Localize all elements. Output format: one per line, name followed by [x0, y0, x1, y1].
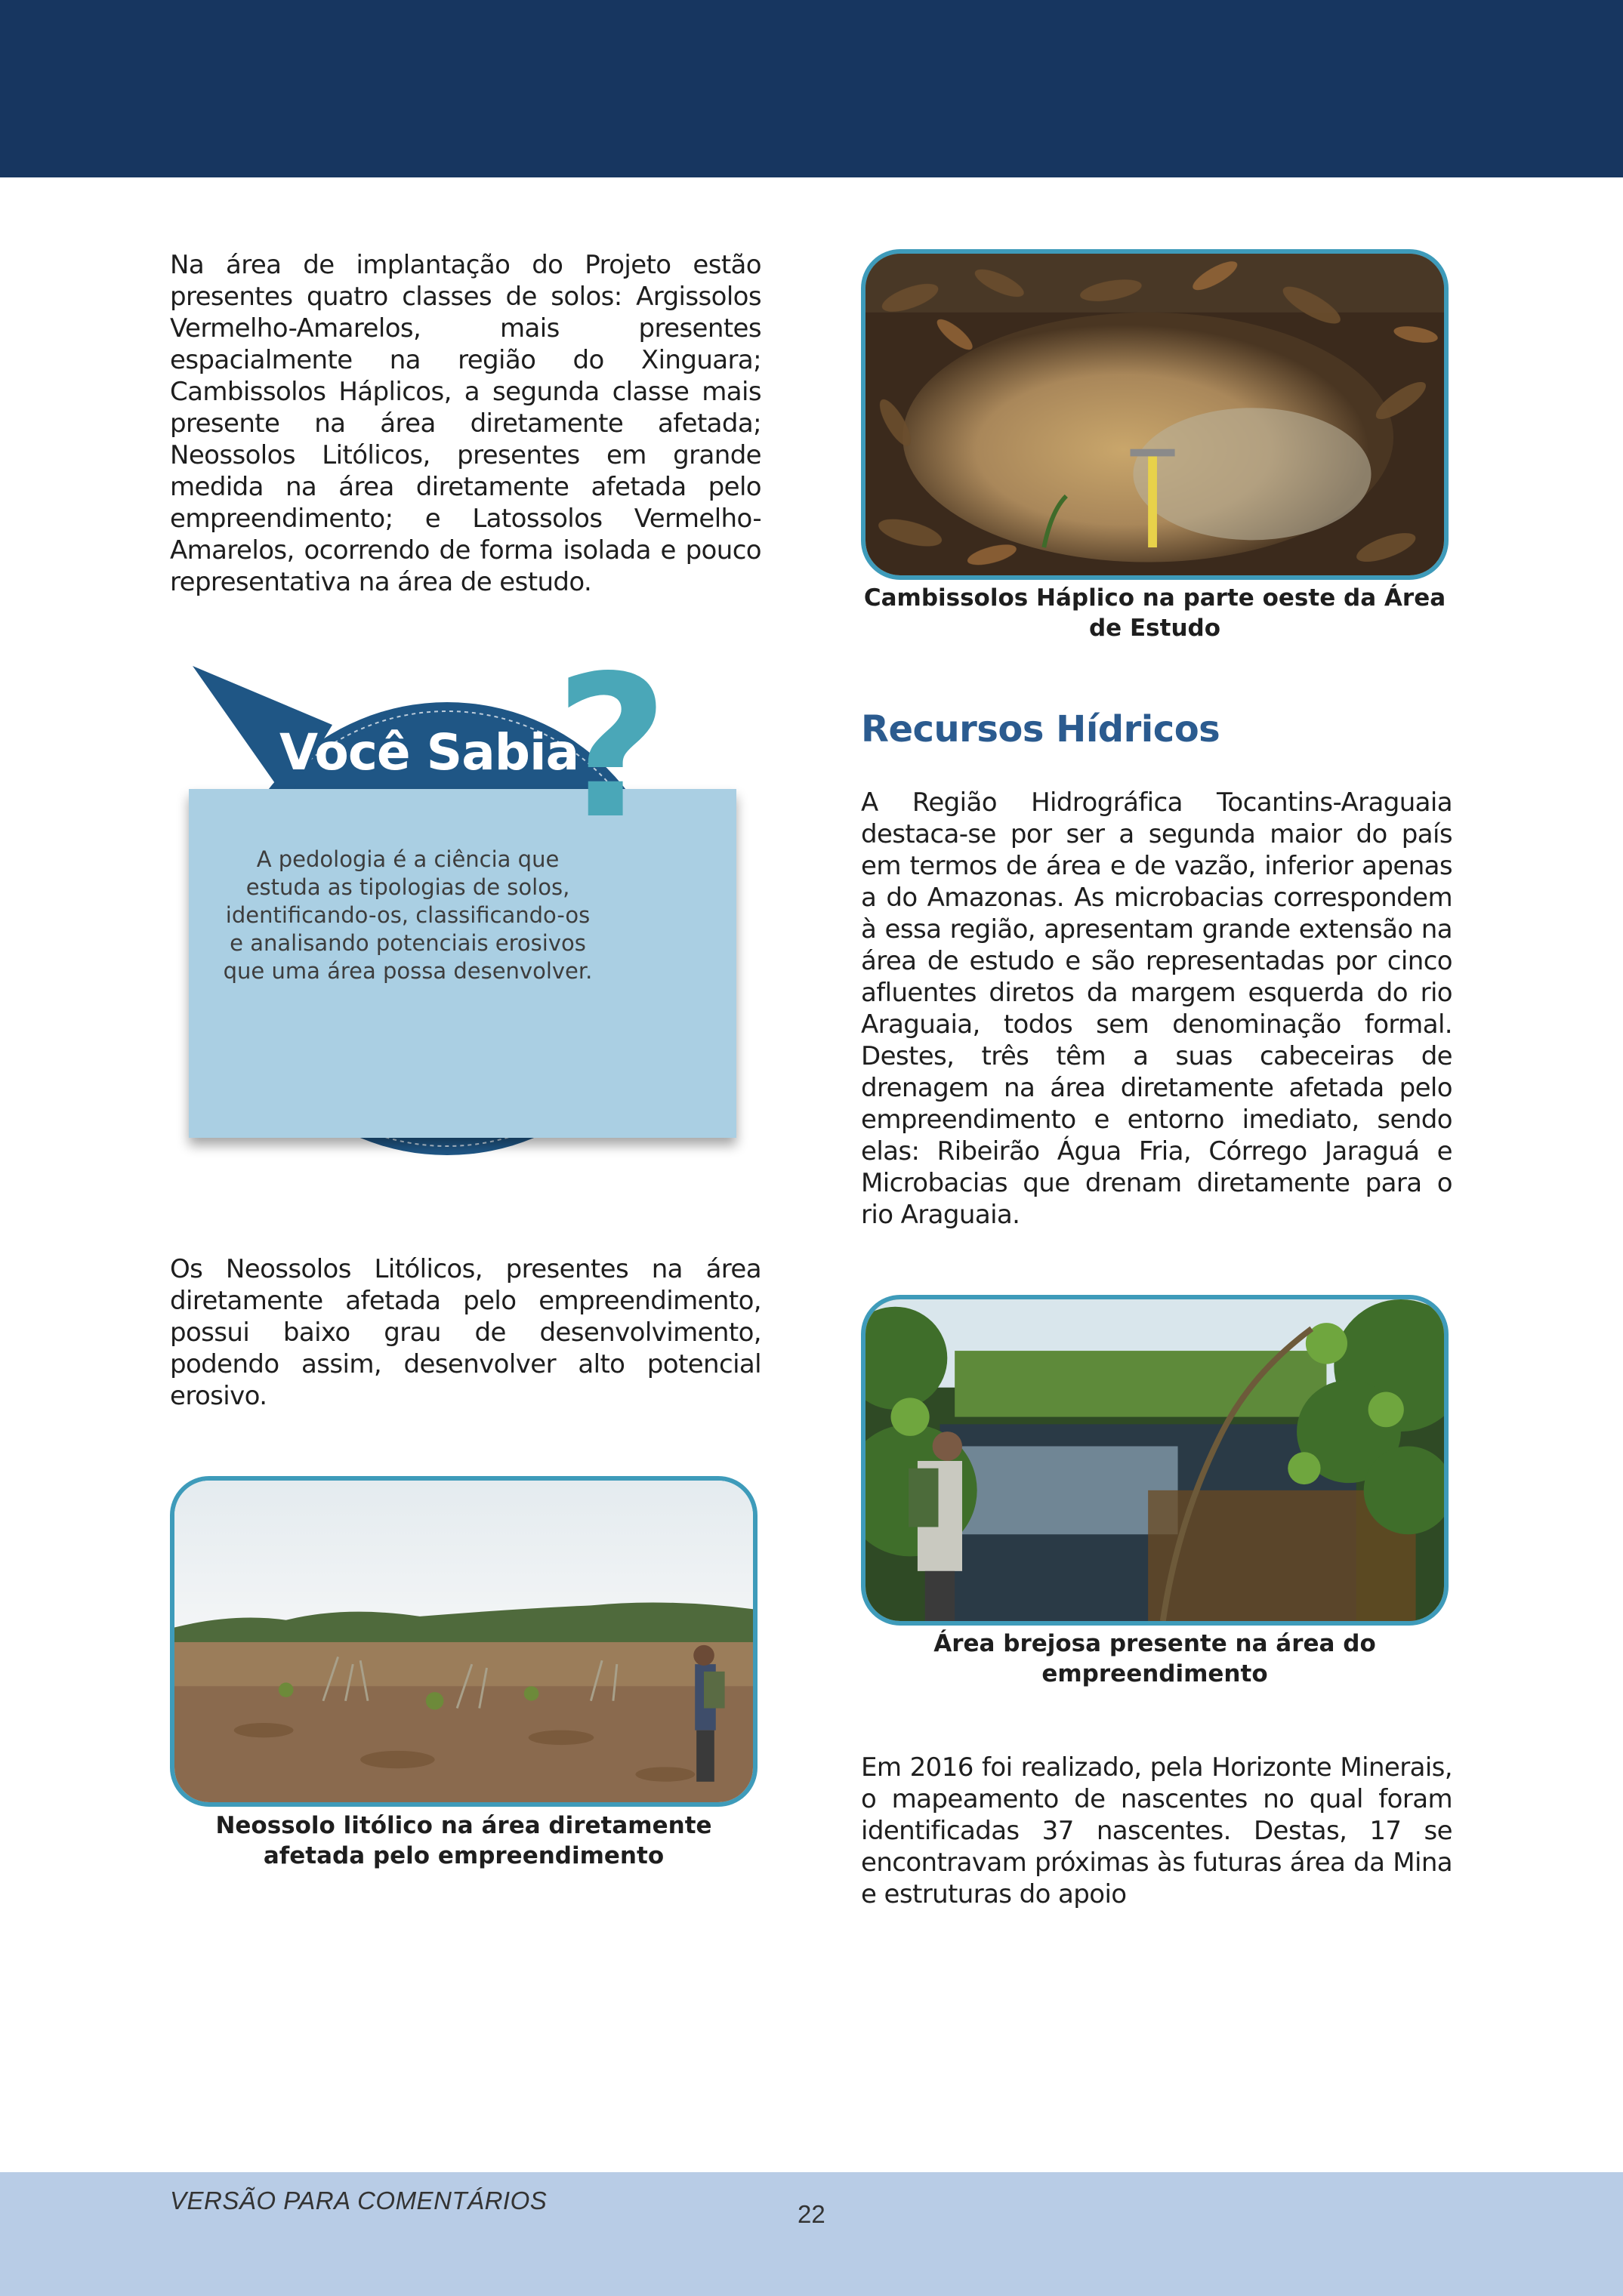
- soils-intro-paragraph: Na área de implantação do Projeto estão presentes quatro classes de solos: Argissolos Vermelho-Amarelos, mais presentes espacialmente na região do Xinguara; Cambissolos Háplicos, a segunda classe mais presente na área diretamente afetada; Neossolos Litólicos, presentes em grande medida na área diretamente afetada pelo empreendimento; e Latossolos Vermelho-Amarelos, ocorrendo de forma isolada e pouco representativa na área de estudo.: [170, 250, 761, 597]
- cambissolo-photo: [861, 249, 1449, 580]
- page-number: 22: [798, 2200, 825, 2228]
- neossolo-photo: [170, 1476, 758, 1807]
- neossolo-caption: Neossolo litólico na área diretamente afetada pelo empreendimento: [215, 1812, 712, 1869]
- question-mark-icon: ?: [554, 657, 669, 862]
- callout-body: A pedologia é a ciência que estuda as tipologias de solos, identificando-os, classificando-os e analisando potenciais erosivos que uma área possa desenvolver.: [223, 846, 593, 984]
- brejosa-photo: [861, 1295, 1449, 1626]
- header-band: [0, 0, 1623, 177]
- nascentes-paragraph: Em 2016 foi realizado, pela Horizonte Minerais, o mapeamento de nascentes no qual foram identificadas 37 nascentes. Destas, 17 se encontravam próximas às futuras área da Mina e estruturas do apoio: [861, 1752, 1452, 1909]
- voce-sabia-callout: [174, 657, 763, 1200]
- recursos-heading: Recursos Hídricos: [861, 708, 1220, 750]
- callout-title: Você Sabia: [279, 723, 579, 781]
- brejosa-caption: Área brejosa presente na área do empreendimento: [933, 1630, 1376, 1687]
- recursos-paragraph: A Região Hidrográfica Tocantins-Araguaia destaca-se por ser a segunda maior do país em termos de área e de vazão, inferior apenas a do Amazonas. As microbacias correspondem à essa região, apresentam grande extensão na área de estudo e são representadas por cinco afluentes diretos da margem esquerda do rio Araguaia, todos sem denominação formal. Destes, três têm a suas cabeceiras de drenagem na área diretamente afetada pelo empreendimento e entorno imediato, sendo elas: Ribeirão Água Fria, Córrego Jaraguá e Microbacias que drenam diretamente para o rio Araguaia.: [861, 787, 1452, 1230]
- neossolos-paragraph: Os Neossolos Litólicos, presentes na área diretamente afetada pelo empreendimento, possui baixo grau de desenvolvimento, podendo assim, desenvolver alto potencial erosivo.: [170, 1254, 761, 1411]
- cambissolo-caption: Cambissolos Háplico na parte oeste da Área de Estudo: [863, 584, 1446, 642]
- footer-label: VERSÃO PARA COMENTÁRIOS: [170, 2187, 548, 2214]
